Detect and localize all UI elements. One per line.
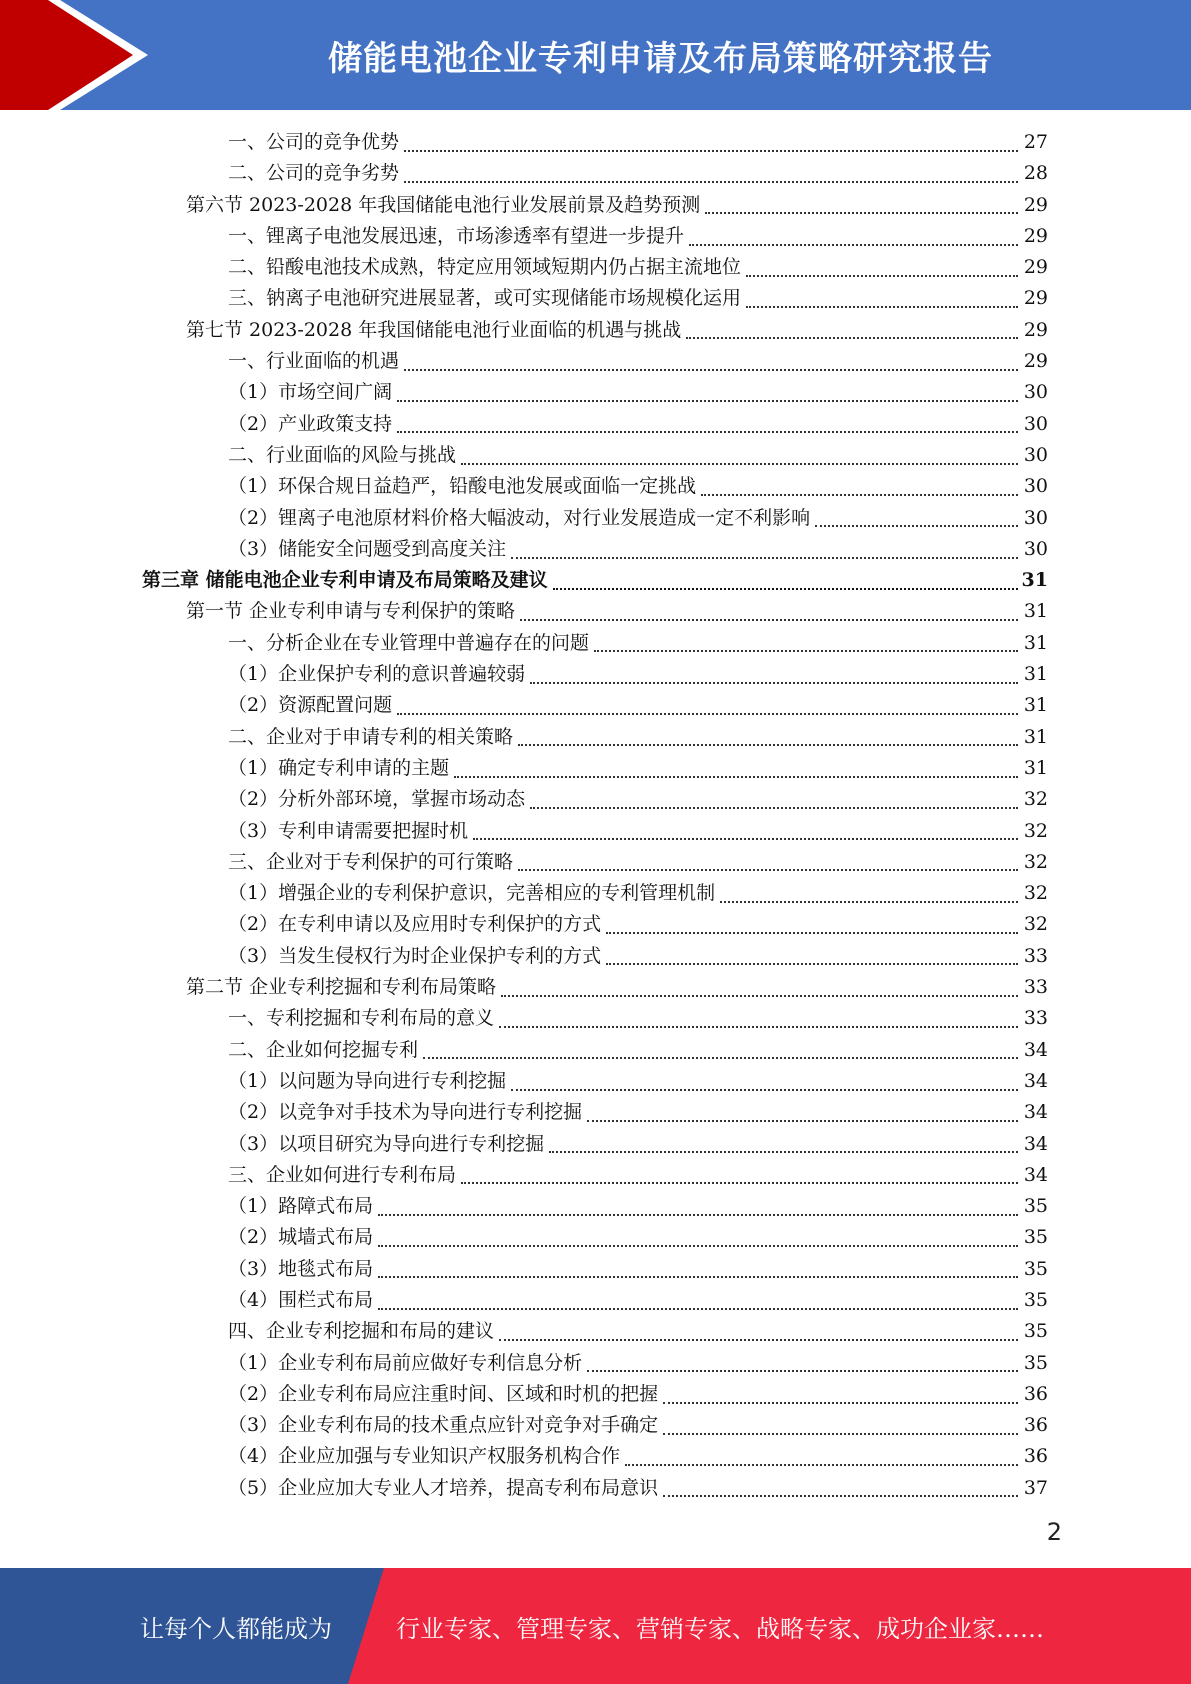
toc-page-number: 30 (1023, 412, 1048, 435)
toc-page-number: 31 (1021, 569, 1048, 592)
toc-entry-title: （2）分析外部环境，掌握市场动态 (228, 788, 526, 811)
toc-leader-dots (473, 838, 1018, 840)
toc-leader-dots (663, 1433, 1018, 1435)
toc-entry-title: （1）企业保护专利的意识普遍较弱 (228, 663, 526, 686)
toc-entry-title: 四、企业专利挖掘和布局的建议 (228, 1320, 495, 1343)
toc-entry-title: 一、公司的竞争优势 (228, 131, 400, 153)
toc-page-number: 31 (1023, 663, 1048, 686)
toc-leader-dots (663, 1402, 1018, 1404)
toc-row[interactable] (0, 1160, 1191, 1191)
toc-leader-dots (815, 525, 1018, 527)
toc-entry-title: 一、分析企业在专业管理中普遍存在的问题 (228, 631, 590, 654)
toc-page-number: 30 (1023, 443, 1048, 466)
toc-entry-title: （2）在专利申请以及应用时专利保护的方式 (228, 913, 602, 936)
toc-page-number: 32 (1023, 850, 1048, 873)
toc-page-number: 35 (1023, 1288, 1048, 1311)
toc-entry-title: （1）以问题为导向进行专利挖掘 (228, 1069, 507, 1092)
toc-row[interactable] (0, 1222, 1191, 1253)
toc-entry-title: （2）锂离子电池原材料价格大幅波动，对行业发展造成一定不利影响 (228, 506, 811, 529)
toc-leader-dots (397, 431, 1018, 433)
toc-leader-dots (701, 494, 1018, 496)
toc-page-number: 33 (1023, 976, 1048, 999)
toc-entry-title: （3）企业专利布局的技术重点应针对竞争对手确定 (228, 1414, 659, 1437)
toc-entry-title: （3）专利申请需要把握时机 (228, 819, 469, 842)
toc-leader-dots (378, 1214, 1018, 1216)
toc-row[interactable] (0, 1441, 1191, 1472)
toc-row[interactable] (0, 1191, 1191, 1222)
toc-page-number: 31 (1023, 725, 1048, 748)
toc-leader-dots (530, 807, 1018, 809)
toc-page-number: 33 (1023, 944, 1048, 967)
toc-entry-title: 一、行业面临的机遇 (228, 350, 400, 373)
toc-entry-title: （1）环保合规日益趋严，铅酸电池发展或面临一定挑战 (228, 475, 697, 498)
toc-entry-title: 第二节 企业专利挖掘和专利布局策略 (186, 976, 497, 999)
toc-leader-dots (606, 963, 1018, 965)
toc-page-number: 31 (1023, 600, 1048, 623)
toc-entry-title: （1）确定专利申请的主题 (228, 756, 450, 779)
toc-leader-dots (518, 869, 1018, 871)
toc-leader-dots (378, 1245, 1018, 1247)
toc-page-number: 29 (1023, 318, 1048, 341)
toc-page-number: 29 (1023, 287, 1048, 310)
toc-page-number: 32 (1023, 819, 1048, 842)
toc-page-number: 31 (1023, 694, 1048, 717)
toc-page-number: 34 (1023, 1132, 1048, 1155)
toc-row[interactable] (0, 440, 1191, 471)
toc-entry-title: 二、公司的竞争劣势 (228, 162, 400, 185)
toc-leader-dots (689, 244, 1018, 246)
toc-row[interactable] (0, 847, 1191, 878)
toc-leader-dots (461, 1182, 1018, 1184)
toc-row[interactable] (0, 1035, 1191, 1066)
toc-entry-title: （2）以竞争对手技术为导向进行专利挖掘 (228, 1101, 583, 1124)
toc-page-number: 32 (1023, 788, 1048, 811)
page-footer (0, 1568, 1191, 1684)
toc-page-number: 28 (1023, 162, 1048, 185)
toc-page-number: 35 (1023, 1226, 1048, 1249)
toc-entry-title: （3）以项目研究为导向进行专利挖掘 (228, 1132, 545, 1155)
toc-leader-dots (404, 150, 1018, 152)
toc-leader-dots (397, 400, 1018, 402)
toc-entry-title: （2）资源配置问题 (228, 694, 393, 717)
toc-leader-dots (705, 212, 1018, 214)
toc-row[interactable] (0, 1379, 1191, 1410)
toc-entry-title: 三、钠离子电池研究进展显著，或可实现储能市场规模化运用 (228, 287, 742, 310)
toc-entry-title: （4）企业应加强与专业知识产权服务机构合作 (228, 1445, 621, 1468)
toc-row[interactable] (0, 1254, 1191, 1285)
toc-row[interactable] (0, 377, 1191, 408)
toc-page-number: 35 (1023, 1195, 1048, 1218)
toc-leader-dots (625, 1464, 1018, 1466)
toc-row[interactable] (0, 972, 1191, 1003)
toc-page-number: 31 (1023, 631, 1048, 654)
toc-leader-dots (720, 901, 1018, 903)
toc-row[interactable] (0, 127, 1191, 158)
toc-row[interactable] (0, 784, 1191, 815)
toc-row[interactable] (0, 753, 1191, 784)
toc-page-number: 30 (1023, 537, 1048, 560)
toc-leader-dots (378, 1276, 1018, 1278)
toc-entry-title: 一、专利挖掘和专利布局的意义 (228, 1007, 495, 1030)
toc-leader-dots (461, 463, 1018, 465)
toc-entry-title: （1）增强企业的专利保护意识，完善相应的专利管理机制 (228, 882, 716, 905)
toc-row[interactable] (0, 909, 1191, 940)
toc-leader-dots (378, 1308, 1018, 1310)
toc-page-number: 35 (1023, 1257, 1048, 1280)
page-header (0, 0, 1191, 110)
toc-page-number: 29 (1023, 224, 1048, 247)
toc-row[interactable] (0, 1410, 1191, 1441)
toc-row[interactable] (0, 158, 1191, 189)
toc-row[interactable] (0, 816, 1191, 847)
toc-leader-dots (501, 995, 1018, 997)
toc-entry-title: 三、企业如何进行专利布局 (228, 1163, 457, 1186)
toc-entry-title: 二、企业对于申请专利的相关策略 (228, 725, 514, 748)
toc-page-number: 35 (1023, 1320, 1048, 1343)
toc-row[interactable] (0, 722, 1191, 753)
toc-page-number: 30 (1023, 506, 1048, 529)
toc-leader-dots (518, 744, 1018, 746)
toc-entry-title: （2）城墙式布局 (228, 1226, 374, 1249)
toc-leader-dots (499, 1339, 1018, 1341)
toc-entry-title: 第七节 2023-2028 年我国储能电池行业面临的机遇与挑战 (186, 318, 682, 341)
toc-row[interactable] (0, 1003, 1191, 1034)
toc-entry-title: 第六节 2023-2028 年我国储能电池行业发展前景及趋势预测 (186, 193, 701, 216)
toc-entry-title: 二、铅酸电池技术成熟，特定应用领域短期内仍占据主流地位 (228, 256, 742, 279)
toc-row[interactable] (0, 283, 1191, 314)
toc-page-number: 34 (1023, 1069, 1048, 1092)
toc-row[interactable] (0, 690, 1191, 721)
toc-row[interactable] (0, 1473, 1191, 1504)
toc-entry-title: 二、企业如何挖掘专利 (228, 1038, 419, 1061)
footer-slogan-right: 行业专家、管理专家、营销专家、战略专家、成功企业家…… (396, 1614, 1044, 1643)
toc-leader-dots (530, 682, 1018, 684)
toc-leader-dots (423, 1057, 1018, 1059)
table-of-contents (0, 127, 1191, 1504)
toc-page-number: 34 (1023, 1163, 1048, 1186)
toc-page-number: 32 (1023, 882, 1048, 905)
toc-leader-dots (520, 619, 1018, 621)
toc-entry-title: （1）市场空间广阔 (228, 381, 393, 404)
toc-page-number: 36 (1023, 1414, 1048, 1437)
toc-page-number: 33 (1023, 1007, 1048, 1030)
toc-leader-dots (397, 713, 1018, 715)
toc-leader-dots (454, 776, 1018, 778)
toc-entry-title: （3）当发生侵权行为时企业保护专利的方式 (228, 944, 602, 967)
toc-page-number: 35 (1023, 1351, 1048, 1374)
toc-entry-title: （2）产业政策支持 (228, 412, 393, 435)
toc-leader-dots (549, 1151, 1018, 1153)
toc-entry-title: 二、行业面临的风险与挑战 (228, 443, 457, 466)
toc-leader-dots (587, 1120, 1018, 1122)
toc-row[interactable] (0, 409, 1191, 440)
toc-entry-title: 三、企业对于专利保护的可行策略 (228, 850, 514, 873)
toc-page-number: 29 (1023, 193, 1048, 216)
toc-row[interactable] (0, 252, 1191, 283)
toc-row[interactable] (0, 1097, 1191, 1128)
toc-leader-dots (594, 650, 1018, 652)
toc-row[interactable] (0, 1285, 1191, 1316)
toc-page-number: 27 (1023, 131, 1048, 153)
toc-row[interactable] (0, 878, 1191, 909)
toc-entry-title: 第一节 企业专利申请与专利保护的策略 (186, 600, 516, 623)
toc-row[interactable] (0, 221, 1191, 252)
toc-row[interactable] (0, 1066, 1191, 1097)
toc-entry-title: （3）地毯式布局 (228, 1257, 374, 1280)
page-number: 2 (1046, 1518, 1062, 1546)
toc-entry-title: 一、锂离子电池发展迅速，市场渗透率有望进一步提升 (228, 224, 685, 247)
toc-leader-dots (511, 1089, 1018, 1091)
toc-page-number: 37 (1023, 1476, 1048, 1499)
toc-leader-dots (499, 1026, 1018, 1028)
toc-page-number: 36 (1023, 1382, 1048, 1405)
toc-leader-dots (404, 369, 1018, 371)
toc-entry-title: （2）企业专利布局应注重时间、区域和时机的把握 (228, 1382, 659, 1405)
toc-row[interactable] (0, 190, 1191, 221)
toc-page-number: 34 (1023, 1038, 1048, 1061)
toc-entry-title: （5）企业应加大专业人才培养，提高专利布局意识 (228, 1476, 659, 1499)
toc-row[interactable] (0, 534, 1191, 565)
toc-page-number: 31 (1023, 756, 1048, 779)
toc-entry-title: 第三章 储能电池企业专利申请及布局策略及建议 (142, 569, 548, 592)
toc-row[interactable] (0, 628, 1191, 659)
toc-row[interactable] (0, 1316, 1191, 1347)
toc-leader-dots (746, 275, 1018, 277)
toc-page-number: 30 (1023, 475, 1048, 498)
toc-row[interactable] (0, 941, 1191, 972)
toc-leader-dots (587, 1370, 1018, 1372)
toc-row[interactable] (0, 1348, 1191, 1379)
toc-leader-dots (746, 306, 1018, 308)
toc-page-number: 36 (1023, 1445, 1048, 1468)
toc-page-number: 32 (1023, 913, 1048, 936)
toc-entry-title: （1）路障式布局 (228, 1195, 374, 1218)
toc-leader-dots (606, 932, 1018, 934)
toc-row[interactable] (0, 503, 1191, 534)
toc-page-number: 29 (1023, 350, 1048, 373)
toc-leader-dots (686, 337, 1018, 339)
footer-slogan-left: 让每个人都能成为 (140, 1614, 332, 1643)
toc-entry-title: （1）企业专利布局前应做好专利信息分析 (228, 1351, 583, 1374)
toc-entry-title: （4）围栏式布局 (228, 1288, 374, 1311)
toc-page-number: 34 (1023, 1101, 1048, 1124)
toc-row[interactable] (0, 596, 1191, 627)
toc-row[interactable] (0, 471, 1191, 502)
toc-chapter-row[interactable] (0, 565, 1191, 596)
toc-entry-title: （3）储能安全问题受到高度关注 (228, 537, 507, 560)
toc-row[interactable] (0, 1129, 1191, 1160)
toc-row[interactable] (0, 659, 1191, 690)
toc-page-number: 29 (1023, 256, 1048, 279)
toc-row[interactable] (0, 346, 1191, 377)
page-title: 储能电池企业专利申请及布局策略研究报告 (328, 38, 993, 79)
toc-leader-dots (404, 181, 1018, 183)
toc-leader-dots (511, 557, 1018, 559)
toc-page-number: 30 (1023, 381, 1048, 404)
toc-leader-dots (663, 1495, 1018, 1497)
toc-row[interactable] (0, 315, 1191, 346)
toc-leader-dots (553, 588, 1018, 590)
